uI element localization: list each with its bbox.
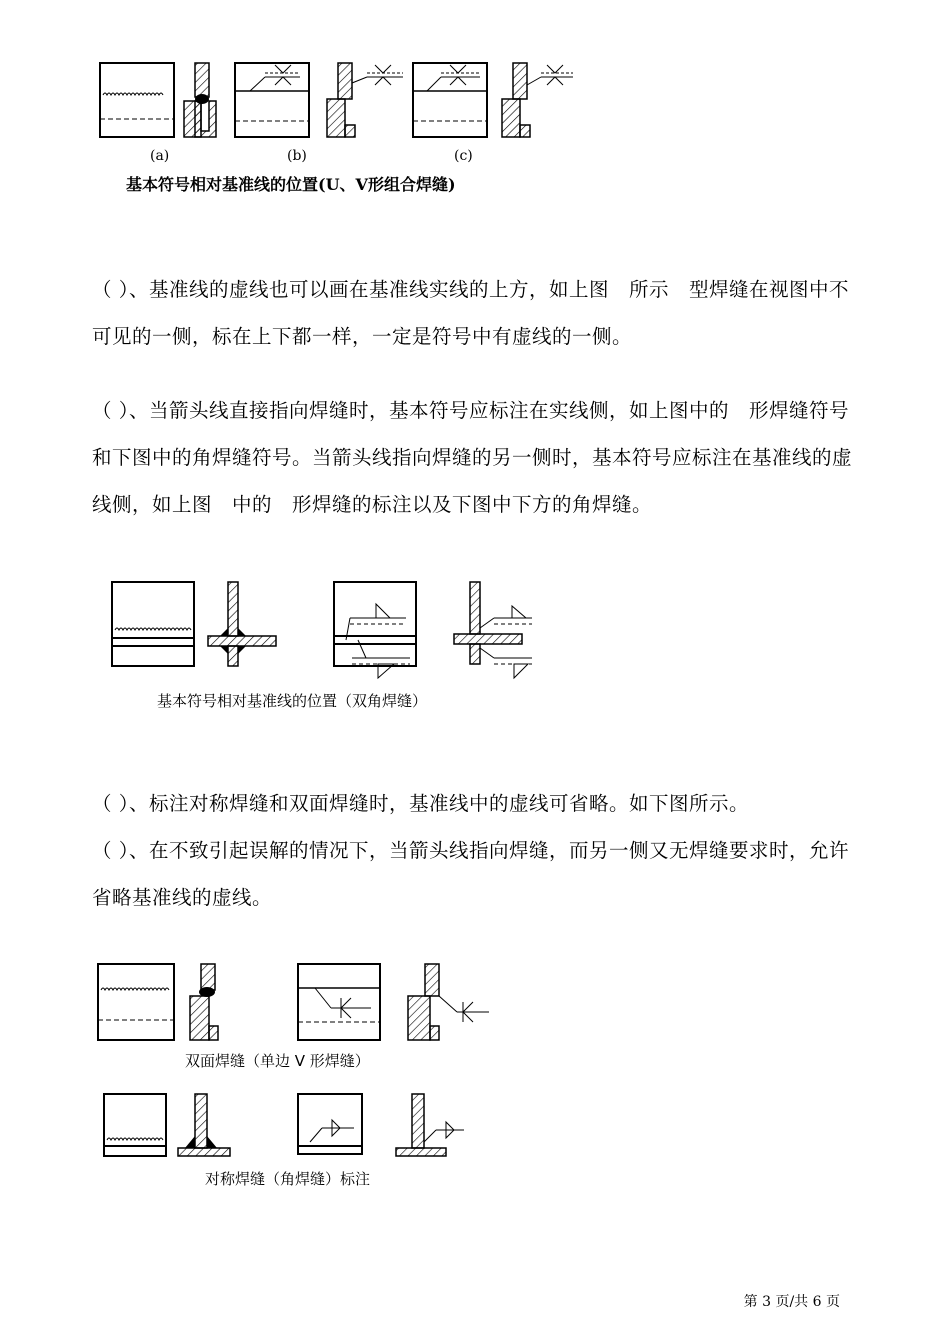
fig1-label-c: (c)	[454, 148, 473, 164]
paragraph-2: （ ）、当箭头线直接指向焊缝时，基本符号应标注在实线侧，如上图中的 形焊缝符号和下图中的角焊缝符号。当箭头线指向焊缝的另一侧时，基本符号应标注在基准线的虚线侧，如上图 中的 形焊缝的标注以及下图中下方的角焊缝。	[92, 399, 853, 516]
fig1a-section-view	[184, 63, 216, 137]
fig1c-plan-view	[413, 63, 487, 137]
fig4-plan-view-2	[298, 1094, 362, 1154]
fig4-caption: 对称焊缝（角焊缝）标注	[205, 1170, 371, 1188]
fig1b-section-view	[327, 63, 403, 137]
figure-symmetric-fillet-weld	[100, 1090, 480, 1160]
fig4-section-view-1	[178, 1094, 230, 1156]
paragraph-1: （ ）、基准线的虚线也可以画在基准线实线的上方，如上图 所示 型焊缝在视图中不可见的一侧，标在上下都一样，一定是符号中有虚线的一侧。	[92, 278, 849, 348]
fig1-label-b: (b)	[287, 148, 307, 164]
page-number: 第 3 页/共 6 页	[743, 1294, 840, 1310]
fig4-section-view-2	[396, 1094, 464, 1156]
fig2-caption: 基本符号相对基准线的位置（双角焊缝）	[157, 692, 428, 710]
fig1a-plan-view	[100, 63, 174, 137]
fig3-caption: 双面焊缝（单边 V 形焊缝）	[185, 1052, 370, 1070]
fig2-section-view-2	[454, 582, 532, 678]
fig1-caption: 基本符号相对基准线的位置(U、V形组合焊缝)	[126, 175, 456, 194]
paragraph-4: （ ）、在不致引起误解的情况下，当箭头线指向焊缝，而另一侧又无焊缝要求时，允许省略基准线的虚线。	[92, 839, 849, 909]
fig4-plan-view-1	[104, 1094, 166, 1156]
fig3-section-view-1	[190, 964, 218, 1040]
figure-double-fillet-weld	[108, 578, 548, 688]
fig2-section-view-1	[208, 582, 276, 666]
figure-uv-combined-weld	[95, 55, 595, 150]
fig1-label-a: (a)	[150, 148, 170, 164]
fig3-section-view-2	[408, 964, 489, 1040]
figure-double-side-weld	[95, 958, 495, 1048]
fig1b-plan-view	[235, 63, 309, 137]
fig2-plan-view-2	[334, 582, 416, 678]
fig3-plan-view-1	[98, 964, 174, 1040]
paragraph-3: （ ）、标注对称焊缝和双面焊缝时，基准线中的虚线可省略。如下图所示。	[92, 792, 749, 815]
fig1c-section-view	[502, 63, 573, 137]
fig3-plan-view-2	[298, 964, 380, 1040]
fig2-plan-view-1	[112, 582, 194, 666]
